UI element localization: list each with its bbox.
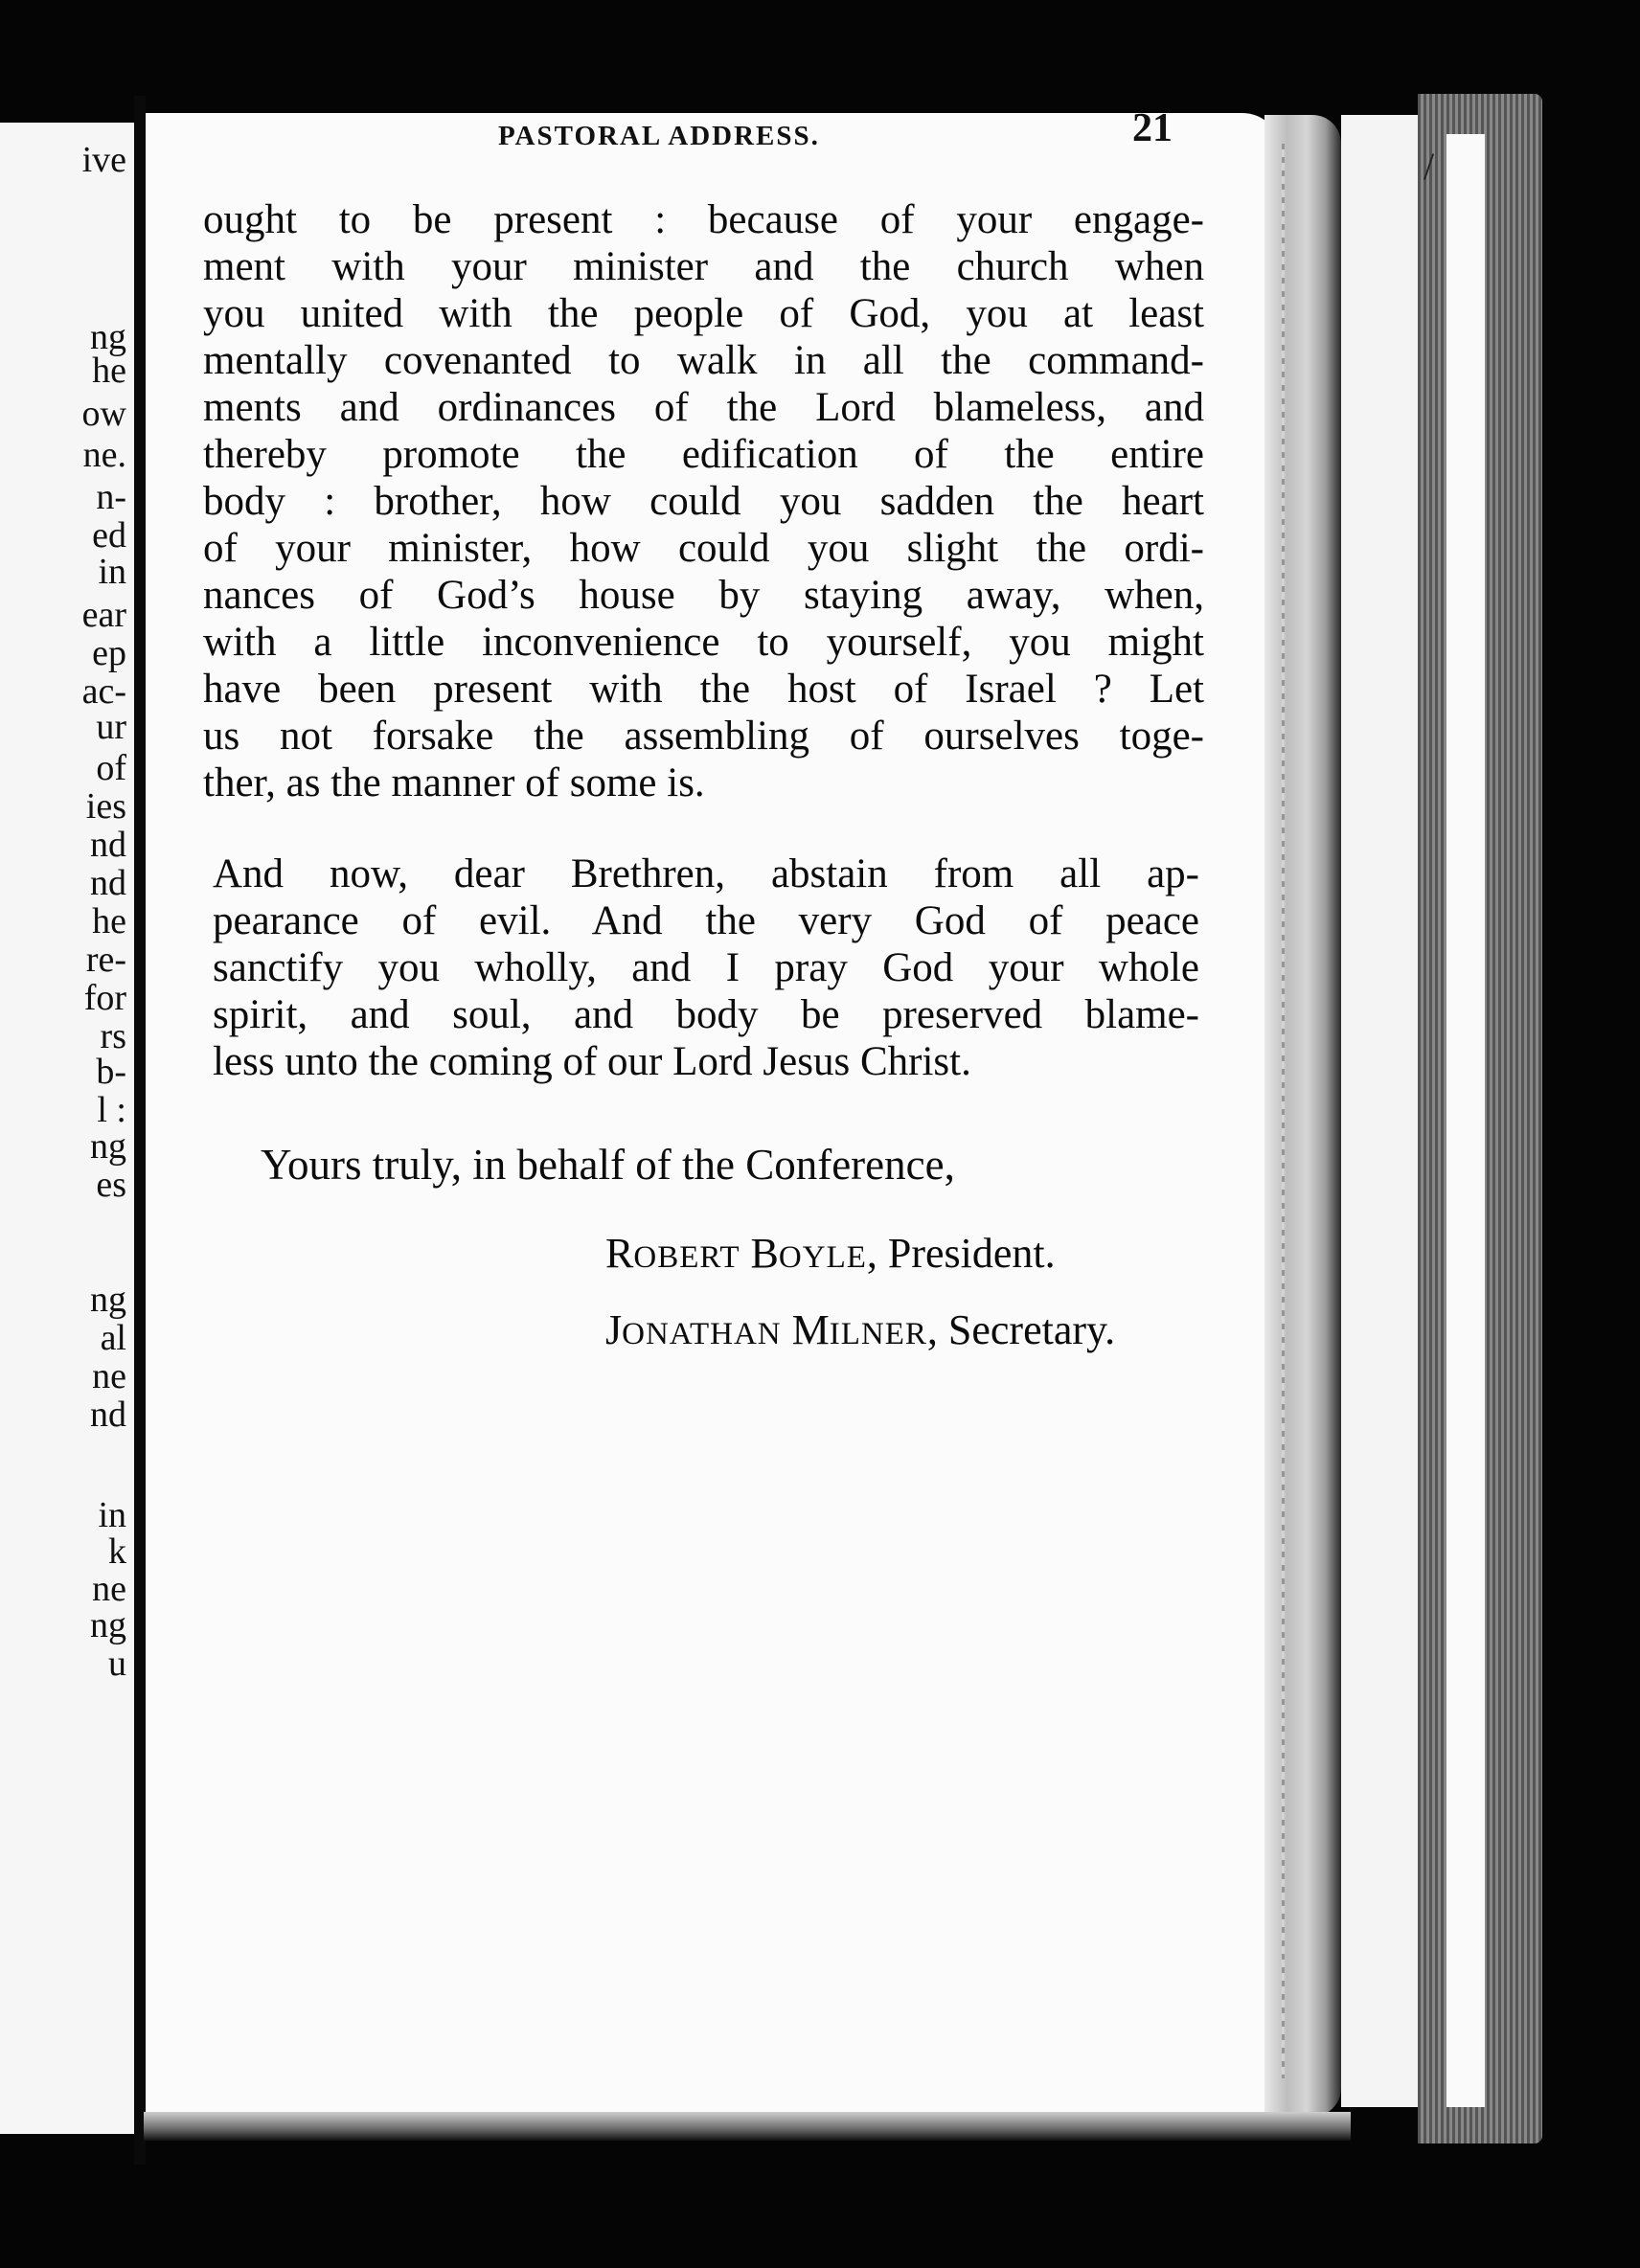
left-page-fragment: ies xyxy=(85,786,126,827)
left-page-fragment: ow xyxy=(81,394,126,434)
left-page-fragment: ng xyxy=(90,317,126,357)
sig-first-initial: J xyxy=(605,1306,623,1353)
left-page-fragment: ng xyxy=(90,1126,126,1167)
book-gutter xyxy=(134,96,146,2165)
left-page-fragment: ear xyxy=(81,595,126,635)
left-page-fragment: in xyxy=(98,1495,126,1535)
cover-pencil-mark: / xyxy=(1424,145,1435,188)
sig-last-rest: ILNER xyxy=(829,1317,927,1351)
paragraph-1 xyxy=(203,196,1204,806)
left-page-fragment: nd xyxy=(90,863,126,903)
left-page-fragment: ep xyxy=(92,633,126,673)
text-line: of your minister, how could you slight the ordi- xyxy=(203,526,1204,571)
left-page-fragment: al xyxy=(100,1318,126,1358)
left-page-fragment: nd xyxy=(90,1395,126,1435)
text-line: And now, dear Brethren, abstain from all ap- xyxy=(213,851,1199,896)
text-line: have been present with the host of Israel ? Let xyxy=(203,667,1204,712)
left-page-fragment: in xyxy=(98,552,126,592)
left-page-fragment: n- xyxy=(96,477,126,517)
left-page-fragment: b- xyxy=(96,1052,126,1092)
text-line: ment with your minister and the church when xyxy=(203,244,1204,289)
text-line: less unto the coming of our Lord Jesus Christ. xyxy=(213,1039,971,1084)
sig-first-rest: ONATHAN xyxy=(622,1317,782,1351)
signature-secretary xyxy=(605,1305,1115,1354)
left-page-fragment: re- xyxy=(85,940,126,980)
left-page-fragment: of xyxy=(96,748,126,788)
sig-last-rest: OYLE xyxy=(778,1240,867,1275)
closing-line: Yours truly, in behalf of the Conference, xyxy=(261,1141,955,1189)
left-page-fragment: he xyxy=(92,901,126,941)
left-page-fragment: ac- xyxy=(81,671,126,712)
sig-title: , Secretary. xyxy=(926,1306,1116,1353)
left-page-fragment: ive xyxy=(81,140,126,180)
cover-inner-strip xyxy=(1446,134,1485,2107)
sig-title: , President. xyxy=(866,1230,1056,1277)
left-page-fragment: ne xyxy=(92,1356,126,1396)
previous-page-strip xyxy=(0,123,134,2134)
signature-president xyxy=(605,1229,1056,1278)
text-line: you united with the people of God, you at least xyxy=(203,291,1204,336)
left-page-fragment: l : xyxy=(97,1090,126,1130)
text-line: ought to be present : because of your engage- xyxy=(203,197,1204,242)
page-number: 21 xyxy=(1132,106,1173,150)
page-edges xyxy=(1264,115,1341,2117)
sig-last-initial: M xyxy=(791,1306,830,1353)
paragraph-2 xyxy=(213,850,1199,1085)
sig-first-initial: R xyxy=(605,1230,634,1277)
running-title: PASTORAL ADDRESS. xyxy=(498,121,820,151)
text-line: pearance of evil. And the very God of peace xyxy=(213,898,1199,943)
text-line: sanctify you wholly, and I pray God your whole xyxy=(213,945,1199,990)
left-page-fragment: ur xyxy=(96,707,126,747)
text-line: mentally covenanted to walk in all the command- xyxy=(203,338,1204,383)
text-line: ther, as the manner of some is. xyxy=(203,760,705,805)
left-page-fragment: rs xyxy=(100,1016,126,1056)
text-line: ments and ordinances of the Lord blameless, and xyxy=(203,385,1204,430)
page-bottom-edge xyxy=(144,2112,1351,2141)
left-page-fragment: ne xyxy=(92,1569,126,1609)
text-line: us not forsake the assembling of ourselves toge- xyxy=(203,714,1204,759)
text-line: spirit, and soul, and body be preserved blame- xyxy=(213,992,1199,1037)
sig-last-initial: B xyxy=(750,1230,779,1277)
left-page-fragment: ed xyxy=(92,515,126,556)
left-page-fragment: nd xyxy=(90,825,126,865)
left-page-fragment: for xyxy=(83,978,126,1018)
sig-first-rest: OBERT xyxy=(633,1240,740,1275)
left-page-fragment: es xyxy=(96,1165,126,1205)
left-page-fragment: ne. xyxy=(82,435,126,475)
left-page-fragment: k xyxy=(108,1531,126,1572)
left-page-fragment: ng xyxy=(90,1280,126,1320)
left-page-fragment: u xyxy=(108,1644,126,1684)
left-page-fragment: he xyxy=(92,351,126,391)
text-line: with a little inconvenience to yourself, you might xyxy=(203,620,1204,665)
left-page-fragment: ng xyxy=(90,1605,126,1645)
text-line: thereby promote the edification of the entire xyxy=(203,432,1204,477)
text-line: nances of God’s house by staying away, when, xyxy=(203,573,1204,618)
text-line: body : brother, how could you sadden the heart xyxy=(203,479,1204,524)
